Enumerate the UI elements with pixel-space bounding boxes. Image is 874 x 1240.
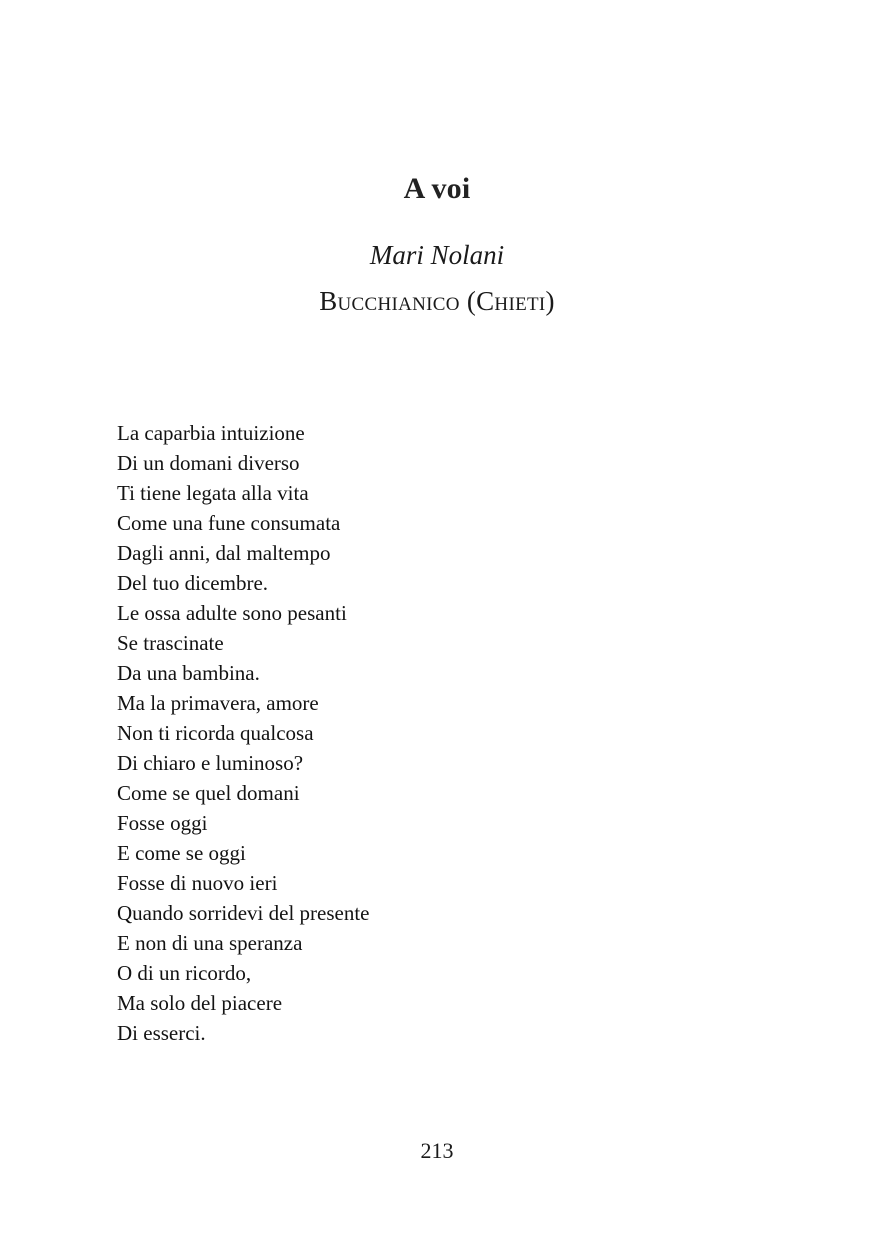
poem-author: Mari Nolani — [369, 240, 505, 270]
page-title: A voi — [403, 172, 471, 205]
poem-line: E come se oggi — [117, 841, 246, 865]
poem-body — [117, 418, 757, 1048]
poem-line: Da una bambina. — [117, 661, 260, 685]
poem-line: Non ti ricorda qualcosa — [117, 721, 314, 745]
poem-line: Fosse oggi — [117, 811, 208, 835]
poem-line: Dagli anni, dal maltempo — [117, 541, 331, 565]
poem-line: E non di una speranza — [117, 931, 303, 955]
poem-line: Se trascinate — [117, 631, 224, 655]
poem-location: Bucchianico (Chieti) — [319, 286, 555, 316]
poem-line: Come se quel domani — [117, 781, 300, 805]
poem-line: Ma la primavera, amore — [117, 691, 319, 715]
poem-line: Ti tiene legata alla vita — [117, 481, 309, 505]
poem-line: Ma solo del piacere — [117, 991, 283, 1015]
poem-line: Come una fune consumata — [117, 511, 341, 535]
poem-line: Di esserci. — [117, 1021, 206, 1045]
poem-line: Di un domani diverso — [117, 451, 300, 475]
poem-line: Quando sorridevi del presente — [117, 901, 370, 925]
poem-line: Di chiaro e luminoso? — [117, 751, 304, 775]
poem-line: La caparbia intuizione — [117, 421, 305, 445]
poem-line: O di un ricordo, — [117, 961, 252, 985]
page-number: 213 — [420, 1138, 454, 1163]
poem-line: Fosse di nuovo ieri — [117, 871, 278, 895]
poem-line: Del tuo dicembre. — [117, 571, 269, 595]
poem-line: Le ossa adulte sono pesanti — [117, 601, 347, 625]
